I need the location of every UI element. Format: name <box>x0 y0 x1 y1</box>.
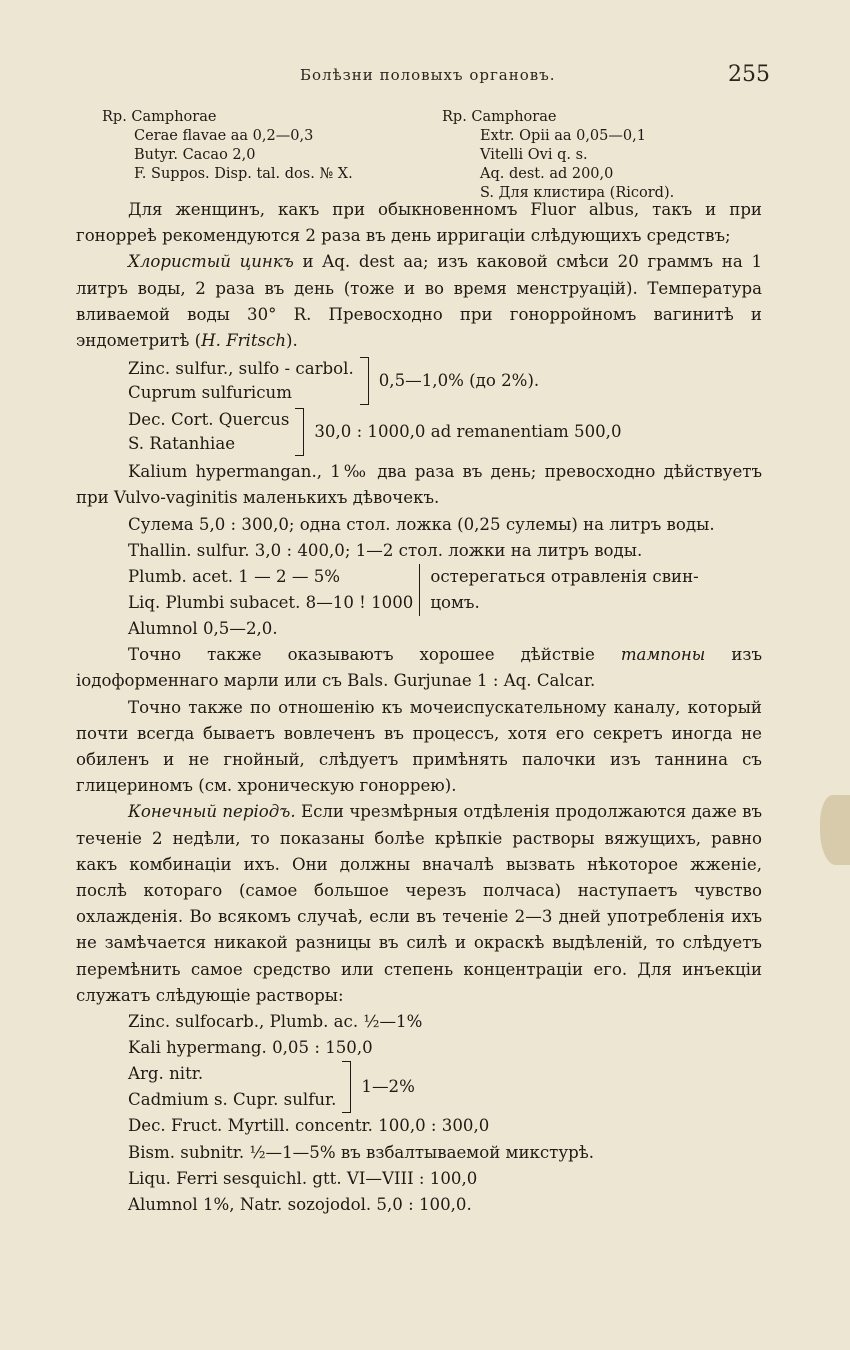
text-run: и Aq. dest aa; изъ каковой смѣси 20 граммъ на 1 литръ воды, 2 раза въ день (тоже и во время менструацій). Температура вливаемой воды 30° R. Превосходно при гонорройномъ вагинитѣ и эндометритѣ ( <box>76 252 762 351</box>
running-head: Болѣзни половыхъ органовъ. <box>300 66 556 84</box>
section-heading: Конечный періодъ. <box>128 802 296 822</box>
formula-line: Thallin. sulfur. 3,0 : 400,0; 1—2 стол. ложки на литръ воды. <box>128 540 643 560</box>
italic-term: Хлористый цинкъ <box>128 252 294 272</box>
text-run: Если чрезмѣрныя отдѣленія продолжаются даже въ теченіе 2 недѣли, то показаны болѣе крѣпкіе растворы вяжущихъ, равно какъ комбинаціи ихъ. Они должны вначалѣ вызвать нѣкоторое жженіе, послѣ котораго (самое большое черезъ полчаса) наступаетъ чувство охлажденія. Во всякомъ случаѣ, если въ теченіе 2—3 дней употребленія ихъ не замѣчается никакой разницы въ силѣ и окраскѣ выдѣленій, то слѣдуетъ перемѣнить самое средство или степень концентраціи его. Для инъекціи служатъ слѣдующіе растворы: <box>76 802 763 1005</box>
formula-line: Bism. subnitr. ½—1—5% въ взбалтываемой микстурѣ. <box>128 1142 595 1162</box>
formula-line: Kali hypermang. 0,05 : 150,0 <box>128 1038 373 1058</box>
rx-line: F. Suppos. Disp. tal. dos. № X. <box>134 166 353 182</box>
body-text <box>76 197 762 1218</box>
page-stain <box>820 795 850 865</box>
formula-line: Liqu. Ferri sesquichl. gtt. VI—VIII : 100,0 <box>128 1168 478 1188</box>
formula-line: Alumnol 0,5—2,0. <box>128 619 278 639</box>
paragraph <box>76 799 762 1009</box>
rx-line: Extr. Opii aa 0,05—0,1 <box>480 128 646 144</box>
formula-line: Alumnol 1%, Natr. sozojodol. 5,0 : 100,0. <box>128 1195 472 1215</box>
formula-dose: 1—2% <box>361 1077 415 1097</box>
paragraph: Сулема 5,0 : 300,0; одна стол. ложка (0,25 сулемы) на литръ воды. <box>128 514 715 534</box>
formula-group <box>76 357 762 405</box>
formula-group <box>76 564 762 616</box>
rx-line: Rp. Camphorae <box>102 109 217 125</box>
brace <box>295 408 304 456</box>
formula-line: S. Ratanhiae <box>128 434 236 454</box>
formula-line: Arg. nitr. <box>128 1064 204 1084</box>
text-run: Точно также оказываютъ хорошее дѣйствіе <box>128 645 621 665</box>
paragraph <box>76 249 762 354</box>
paragraph: Точно также по отношенію къ мочеиспускательному каналу, который почти всегда бываетъ вовлеченъ въ процессъ, хотя его секретъ иногда не обиленъ и не гнойный, слѣдуетъ примѣнять палочки изъ таннина съ глицериномъ (см. хроническую гоноррею). <box>76 697 762 796</box>
prescription-right <box>442 108 674 203</box>
paragraph <box>76 642 762 694</box>
formula-line: Dec. Fruct. Myrtill. concentr. 100,0 : 300,0 <box>128 1116 490 1136</box>
text-run: ). <box>286 331 298 351</box>
rx-line: S. Для клистира (Ricord). <box>480 185 675 201</box>
rx-line: Rp. Camphorae <box>442 109 557 125</box>
formula-line: Zinc. sulfocarb., Plumb. ac. ½—1% <box>128 1012 423 1032</box>
page-header <box>0 62 850 92</box>
brace <box>342 1061 351 1113</box>
formula-note: остерегаться отравленія свин- <box>430 567 699 587</box>
paragraph: Kalium hypermangan., 1‰ два раза въ день; превосходно дѣйствуетъ при Vulvo-vaginitis маленькихъ дѣвочекъ. <box>76 462 762 508</box>
formula-note: цомъ. <box>430 593 480 613</box>
formula-line: Plumb. acet. 1 — 2 — 5% <box>128 567 341 587</box>
rx-line: Aq. dest. ad 200,0 <box>480 166 614 182</box>
brace <box>419 564 420 616</box>
prescription-left <box>102 108 353 184</box>
formula-group <box>76 1061 762 1113</box>
formula-group <box>76 408 762 456</box>
rx-line: Cerae flavae aa 0,2—0,3 <box>134 128 314 144</box>
rx-line: Butyr. Cacao 2,0 <box>134 147 256 163</box>
page-number: 255 <box>728 62 770 87</box>
formula-line: Cuprum sulfuricum <box>128 383 292 403</box>
rx-line: Vitelli Ovi q. s. <box>480 147 588 163</box>
formula-line: Zinc. sulfur., sulfo - carbol. <box>128 359 354 379</box>
formula-line: Dec. Cort. Quercus <box>128 410 290 430</box>
formula-line: Liq. Plumbi subacet. 8—10 ! 1000 <box>128 593 414 613</box>
italic-term: тампоны <box>620 645 706 665</box>
formula-line: Cadmium s. Cupr. sulfur. <box>128 1090 337 1110</box>
paragraph: Для женщинъ, какъ при обыкновенномъ Fluor albus, такъ и при гонорреѣ рекомендуются 2 раза въ день ирригаціи слѣдующихъ средствъ; <box>76 200 762 246</box>
formula-dose: 30,0 : 1000,0 ad remanentiam 500,0 <box>314 422 622 442</box>
citation: H. Fritsch <box>201 331 287 351</box>
formula-dose: 0,5—1,0% (до 2%). <box>378 371 540 391</box>
brace <box>360 357 369 405</box>
text-run: изъ іодоформеннаго марли или съ Bals. Gurjunae 1 : Aq. Calcar. <box>76 645 762 691</box>
